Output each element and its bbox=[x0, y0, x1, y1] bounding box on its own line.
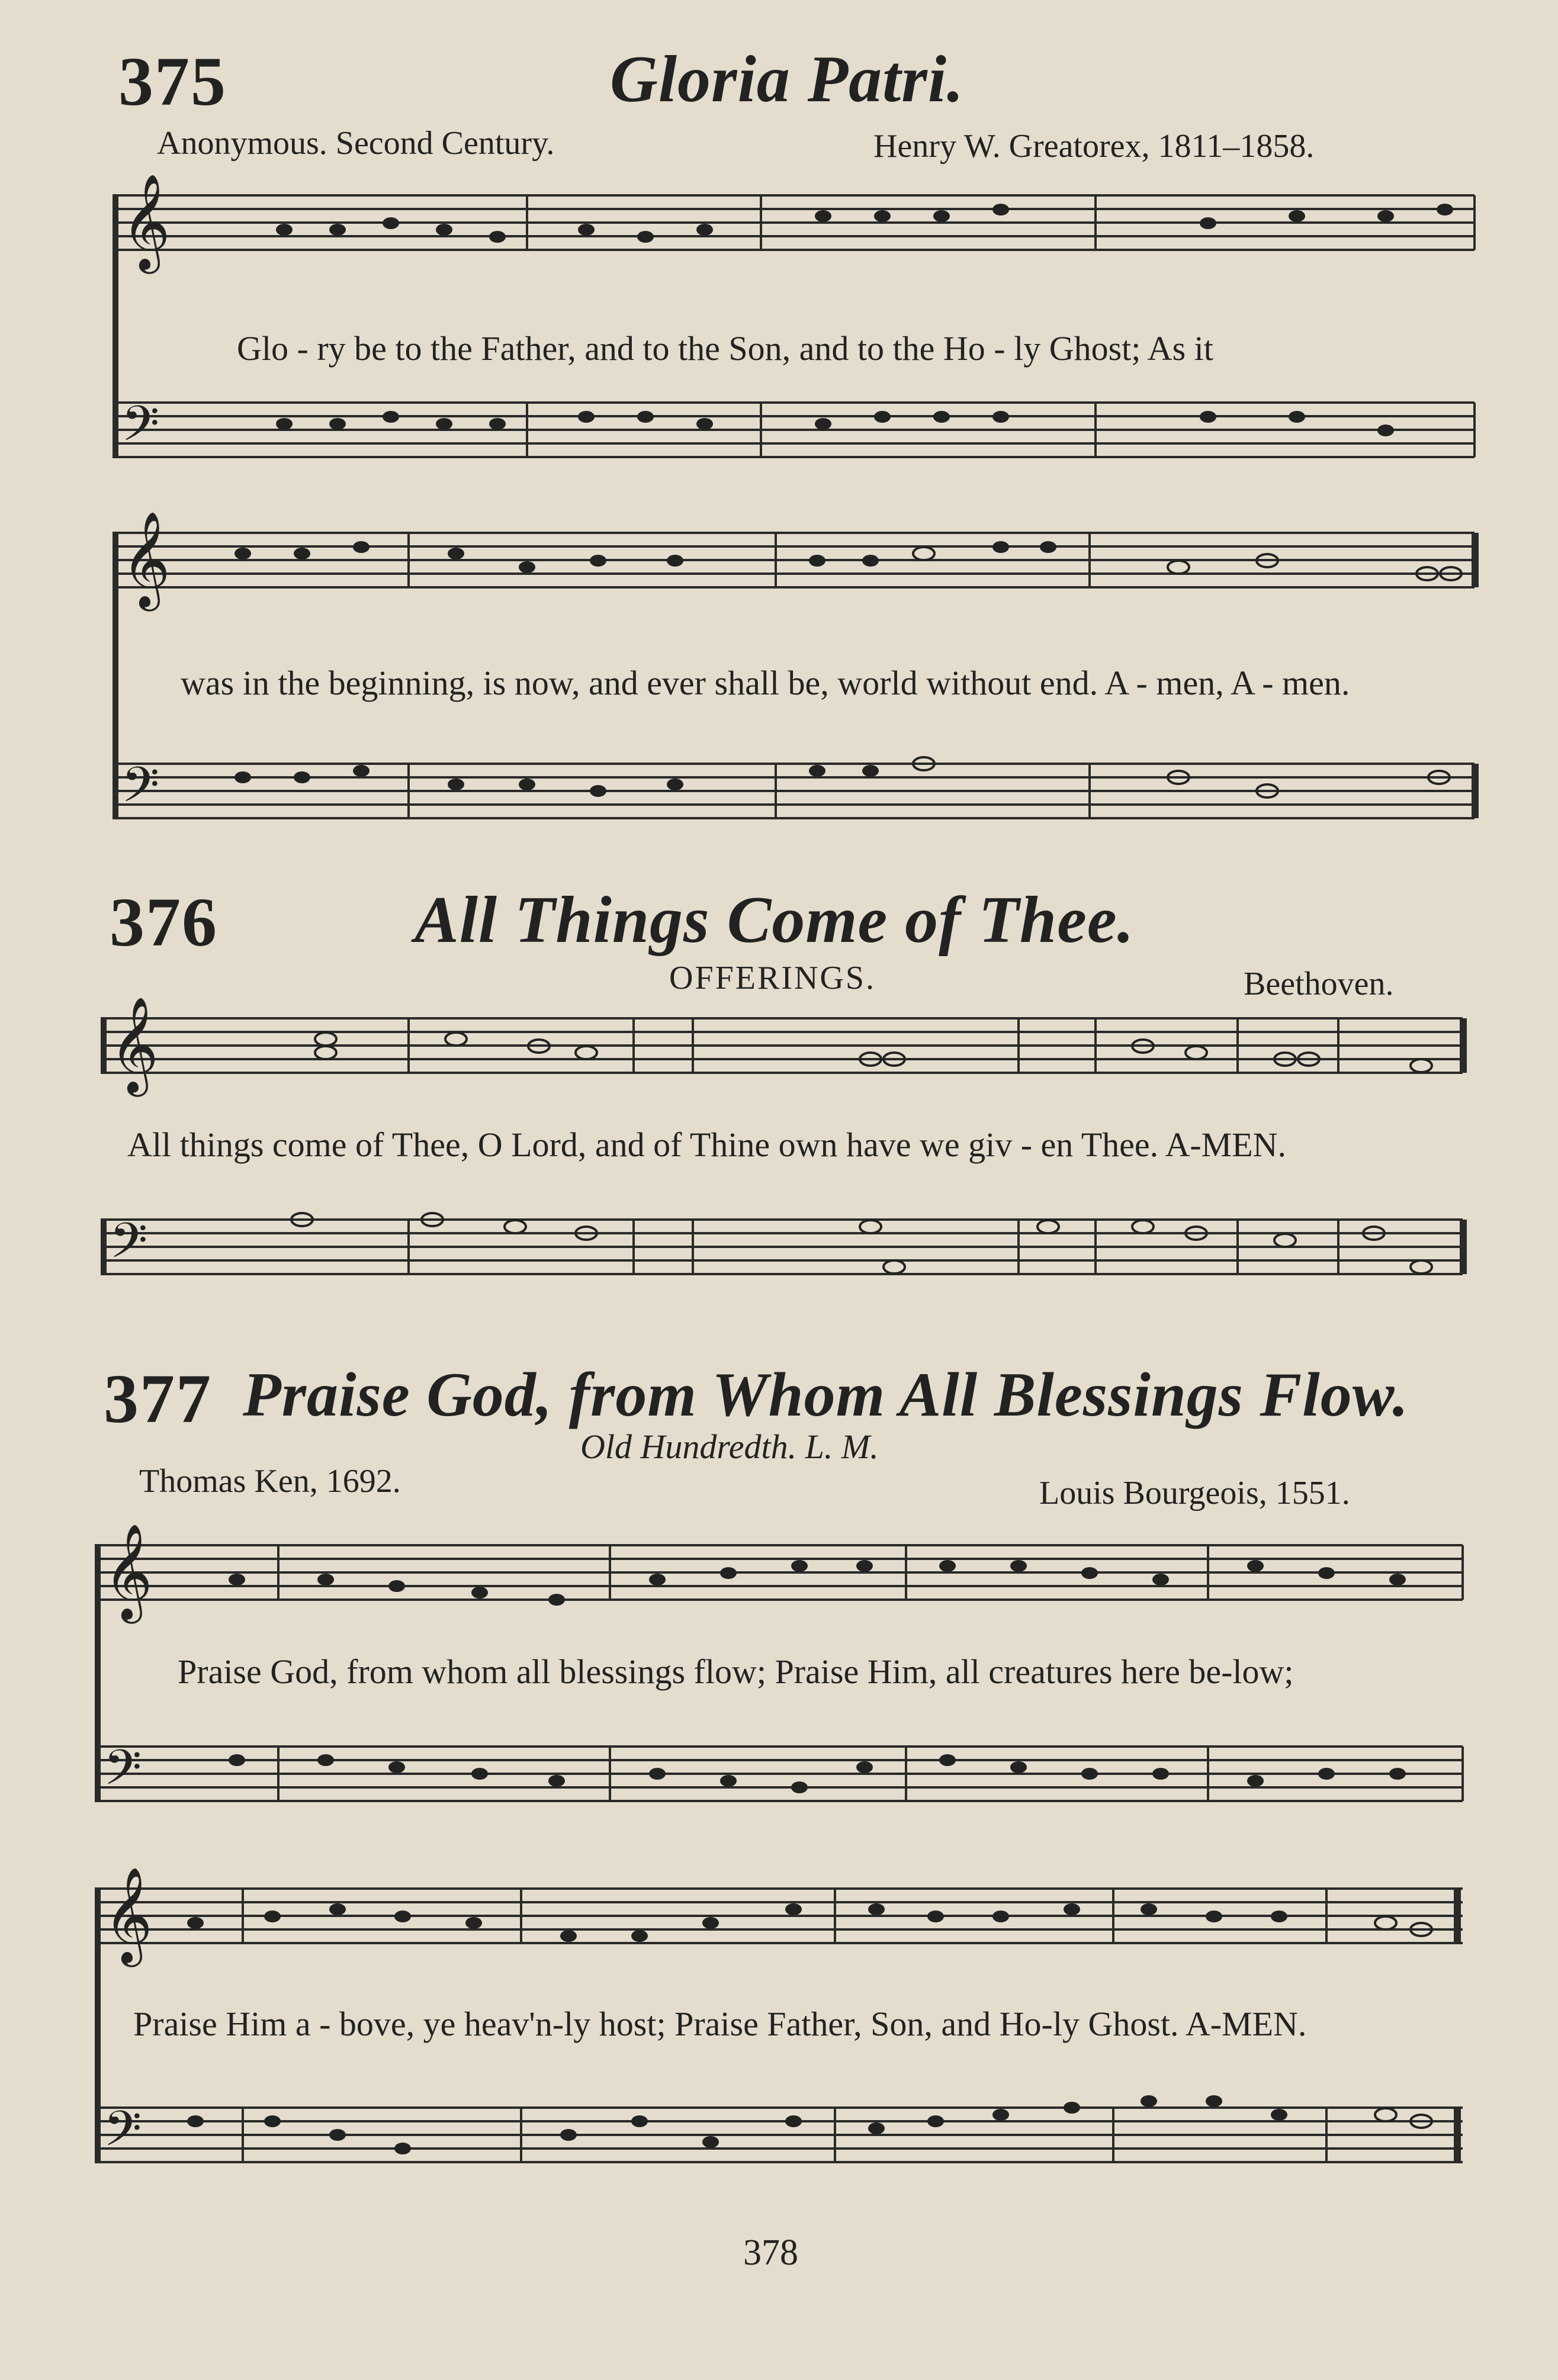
svg-text:𝄢: 𝄢 bbox=[104, 1739, 142, 1808]
svg-text:𝄢: 𝄢 bbox=[121, 395, 160, 464]
hymn-title: Gloria Patri. bbox=[610, 43, 964, 116]
lyric-line: Glo - ry be to the Father, and to the Son, and to the Ho - ly Ghost; As it bbox=[237, 329, 1213, 368]
lyric-line: All things come of Thee, O Lord, and of Thine own have we giv - en Thee. A-MEN. bbox=[127, 1125, 1287, 1164]
lyric-line: Praise Him a - bove, ye heav'n-ly host; Praise Father, Son, and Ho-ly Ghost. A-MEN. bbox=[133, 2005, 1307, 2043]
svg-text:𝄞: 𝄞 bbox=[110, 996, 159, 1093]
music-system bbox=[101, 1202, 1475, 1320]
hymn-subtitle: OFFERINGS. bbox=[669, 960, 876, 996]
svg-text:𝄞: 𝄞 bbox=[104, 1867, 153, 1963]
words-credit: Thomas Ken, 1692. bbox=[139, 1463, 401, 1500]
svg-text:𝄞: 𝄞 bbox=[121, 173, 171, 270]
hymn-number: 375 bbox=[118, 43, 227, 120]
page-number: 378 bbox=[743, 2233, 798, 2273]
music-system bbox=[101, 996, 1475, 1095]
words-credit: Anonymous. Second Century. bbox=[157, 125, 555, 162]
svg-text:𝄢: 𝄢 bbox=[110, 1212, 148, 1281]
hymn-title: All Things Come of Thee. bbox=[415, 883, 1135, 957]
svg-text:𝄞: 𝄞 bbox=[121, 511, 171, 607]
lyric-line: Praise God, from whom all blessings flow; Praise Him, all creatures here be-low; bbox=[178, 1652, 1294, 1691]
svg-text:𝄢: 𝄢 bbox=[121, 756, 160, 825]
tune-name: Old Hundredth. L. M. bbox=[580, 1427, 879, 1466]
hymn-number: 376 bbox=[110, 883, 218, 961]
music-credit: Henry W. Greatorex, 1811–1858. bbox=[873, 128, 1315, 165]
hymn-title: Praise God, from Whom All Blessings Flow. bbox=[243, 1360, 1409, 1429]
music-credit: Louis Bourgeois, 1551. bbox=[1039, 1475, 1350, 1511]
music-credit: Beethoven. bbox=[1244, 966, 1394, 1002]
hymn-number: 377 bbox=[104, 1360, 212, 1437]
lyric-line: was in the beginning, is now, and ever shall be, world without end. A - men, A - men. bbox=[181, 664, 1350, 702]
svg-text:𝄢: 𝄢 bbox=[104, 2100, 142, 2169]
svg-text:𝄞: 𝄞 bbox=[104, 1523, 153, 1620]
